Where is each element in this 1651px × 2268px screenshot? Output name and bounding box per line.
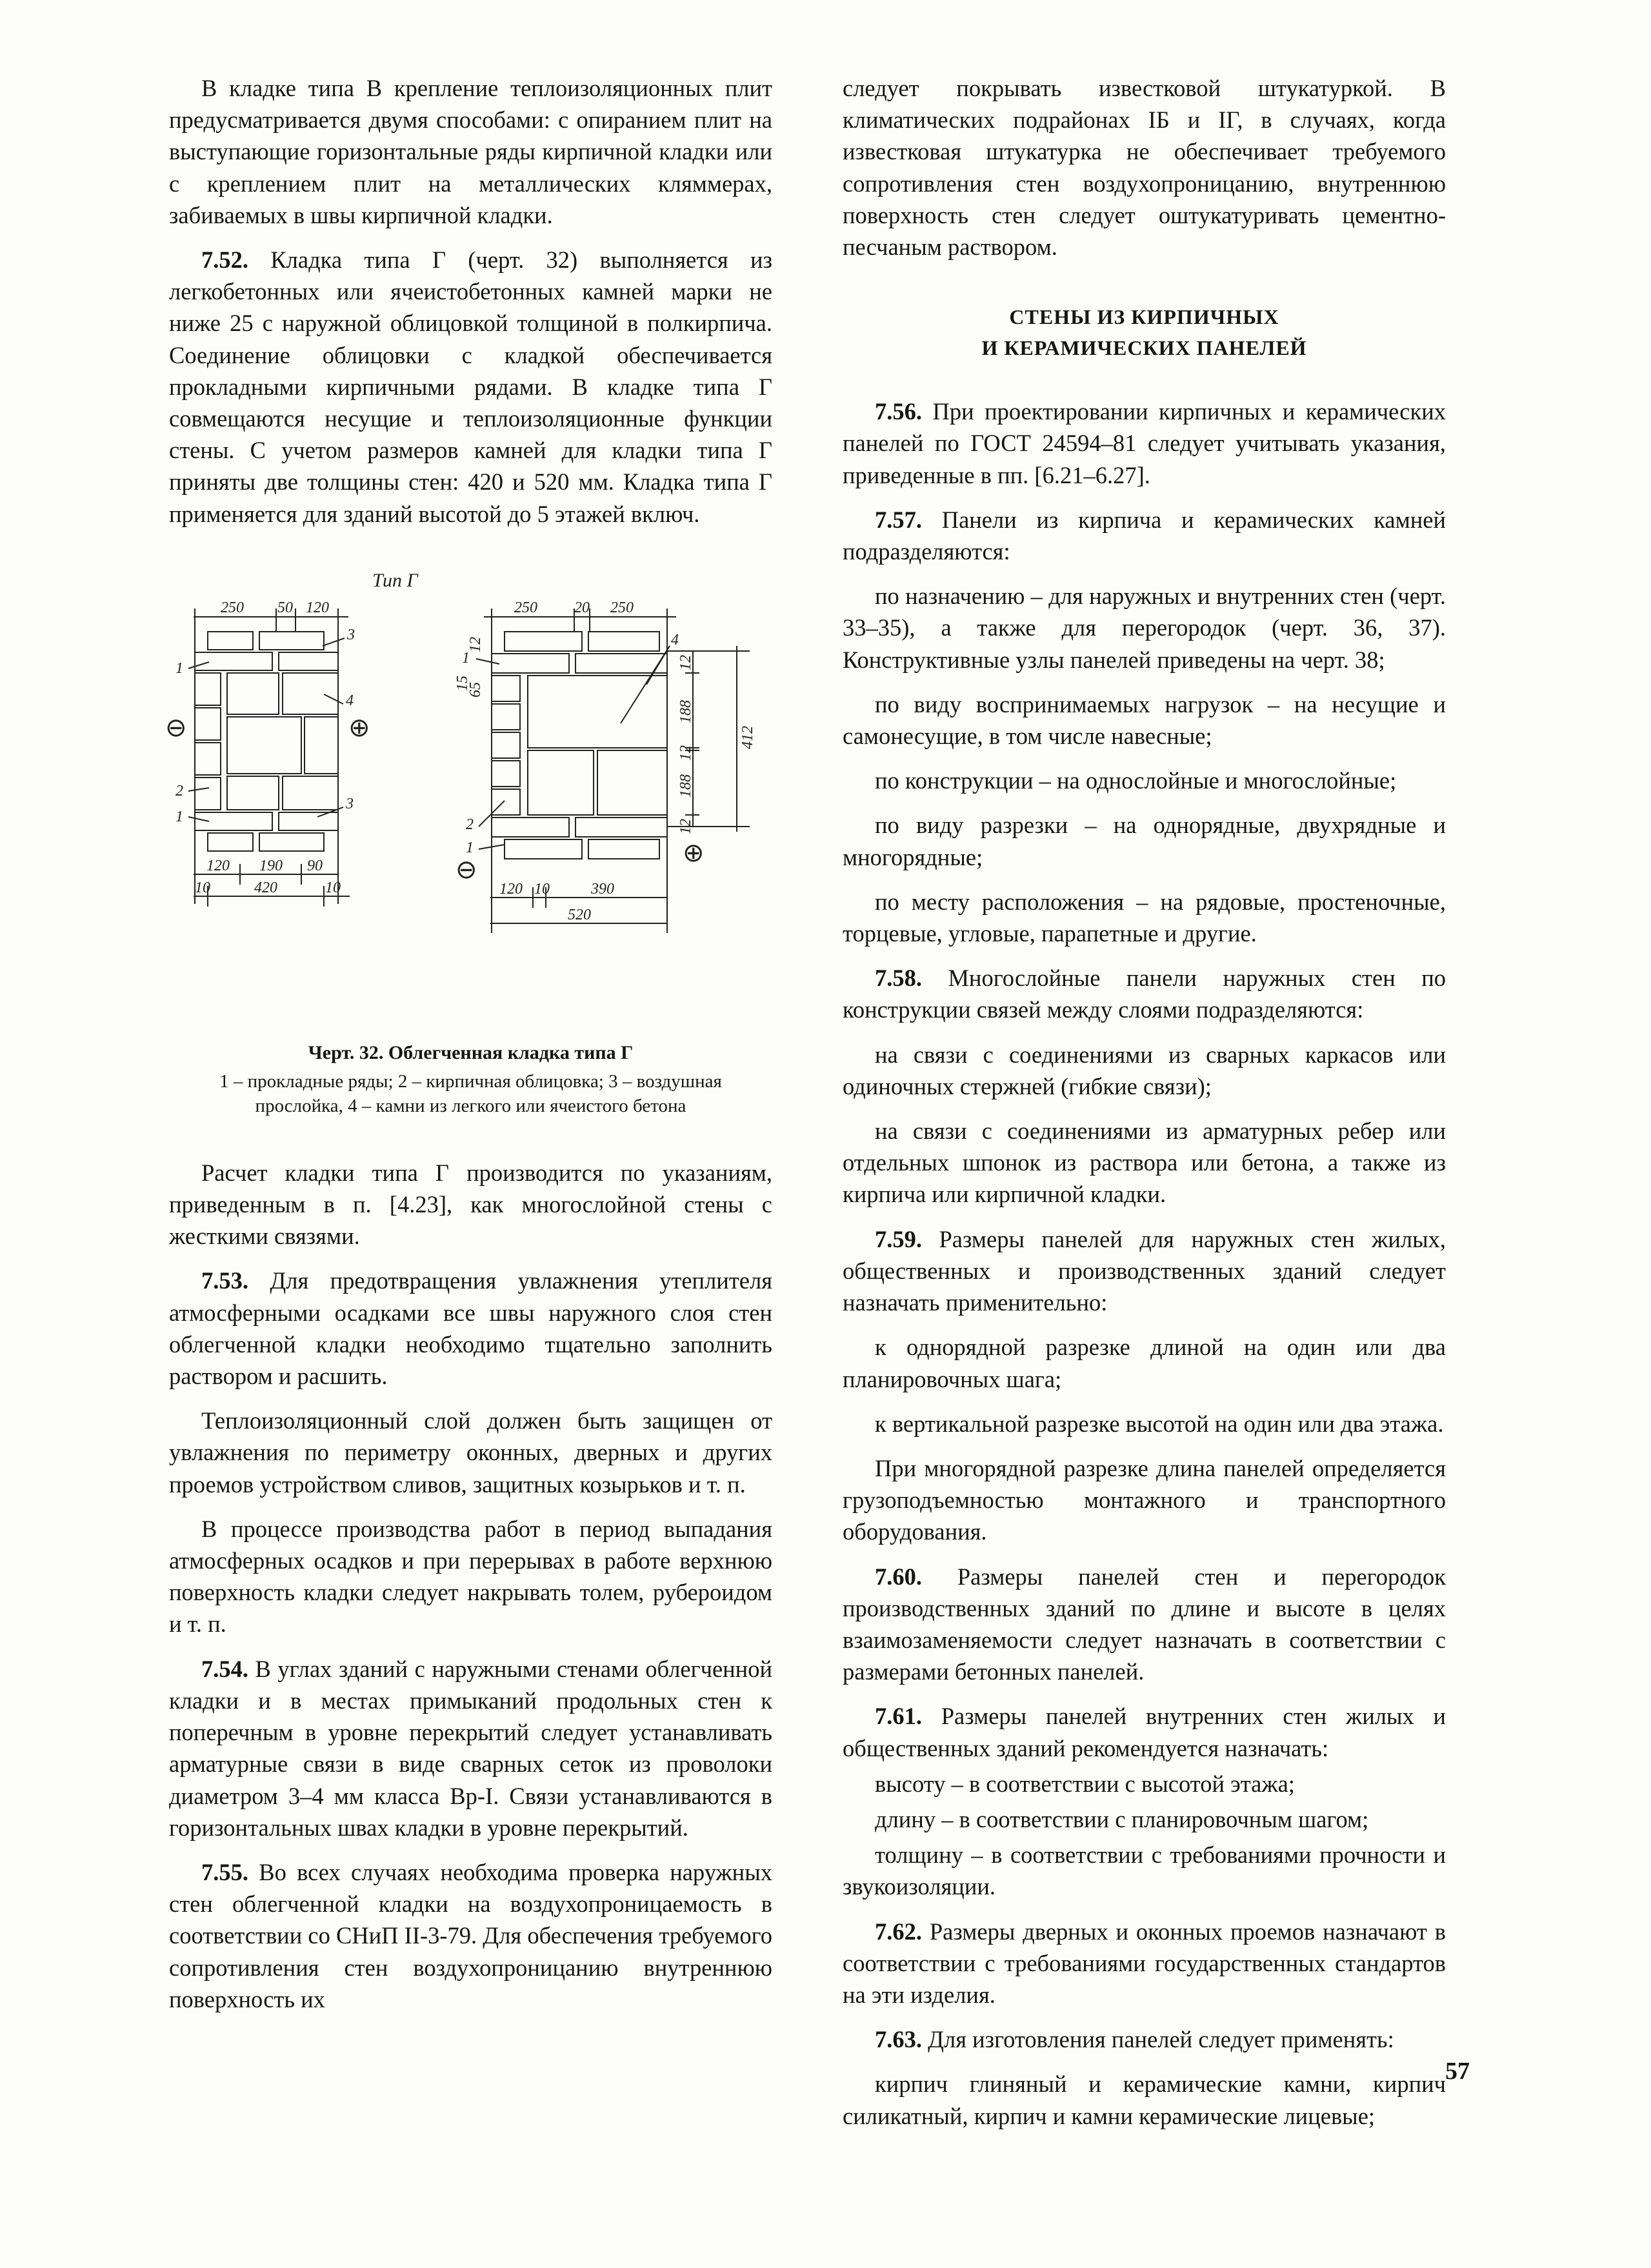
label-4: 4 <box>671 631 679 648</box>
list-item-location: по месту расположения – на рядовые, простеночные, торцевые, угловые, парапетные и другие. <box>843 888 1446 947</box>
list-item-purpose: по назначению – для наружных и внутренних стен (черт. 33–35), а также для перегородок (черт. 36, 37). Конструктивные узлы панелей приведены на черт. 38; <box>843 583 1446 673</box>
paragraph-number: 7.53. <box>201 1267 248 1294</box>
paragraph-text: Кладка типа Г (черт. 32) выполняется из легкобетонных или ячеистобетонных камней марки не ниже 25 с наружной облицовкой толщиной в полкирпича. Соединение облицовки с кладкой обеспечивается прокладными кирпичными рядами. В кладке типа Г совмещаются несущие и теплоизоляционные функции стены. С учетом размеров камней для кладки типа Г приняты две толщины стен: 420 и 520 мм. Кладка типа Г применяется для зданий высотой до 5 этажей включ. <box>169 246 772 527</box>
dim-top-1: 250 <box>221 599 244 616</box>
paragraph-text: Размеры панелей внутренних стен жилых и общественных зданий рекомендуется назначать: <box>843 1703 1446 1761</box>
label-2: 2 <box>175 782 183 799</box>
paragraph-7-60 <box>843 1561 1446 1688</box>
dim-top-3: 250 <box>610 599 634 616</box>
list-item-vertical: к вертикальной разрезке высотой на один или два этажа. <box>875 1410 1444 1437</box>
masonry-drawing <box>165 556 772 1014</box>
paragraph-continuation: следует покрывать известковой штукатуркой. В климатических подрайонах IБ и IГ, в случаях, когда известковая штукатурка не обеспечивает требуемого сопротивления стен воздухопроницанию, внутреннюю поверхность стен следует оштукатуривать цементно-песчаным раствором. <box>843 75 1446 261</box>
label-1-bottom: 1 <box>175 808 183 825</box>
dim-bottom-2: 190 <box>259 857 283 874</box>
paragraph-number: 7.62. <box>875 1918 922 1945</box>
label-3-bottom: 3 <box>346 795 354 812</box>
paragraph-7-58 <box>843 962 1446 1025</box>
paragraph-text: Размеры панелей стен и перегородок производственных зданий по длине и высоте в целях взаимозаменяемости следует назначать в соответствии с размерами бетонных панелей. <box>843 1563 1446 1685</box>
paragraph-text: Во всех случаях необходима проверка наружных стен облегченной кладки на воздухопроницаемость в соответствии со СНиП II-3-79. Для обеспечения требуемого сопротивления стен воздухопроницанию внутреннюю поверхность их <box>169 1858 772 2012</box>
side-dim-right-3: 12 <box>677 745 694 761</box>
side-dim-left-1: 15 <box>454 675 471 691</box>
paragraph-text: В углах зданий с наружными стенами облегченной кладки и в местах примыканий продольных стен к поперечным в уровне перекрытий следует устанавливать арматурные связи в виде сварных сеток из проволоки диаметром 3–4 мм класса Вр-I. Связи устанавливаются в горизонтальных швах кладки в уровне перекрытий. <box>169 1655 772 1841</box>
paragraph-7-56 <box>843 396 1446 491</box>
paragraph-number: 7.59. <box>875 1225 922 1252</box>
list-item-bricks: кирпич глиняный и керамические камни, кирпич силикатный, кирпич и камни керамические лицевые; <box>843 2071 1446 2129</box>
figure-32 <box>165 556 772 1014</box>
label-2: 2 <box>466 816 474 833</box>
label-1-top: 1 <box>462 649 470 667</box>
paragraph-text: Для изготовления панелей следует применять: <box>922 2026 1394 2053</box>
list-item-thickness: толщину – в соответствии с требованиями прочности и звукоизоляции. <box>843 1841 1446 1900</box>
paragraph-number: 7.57. <box>875 506 922 533</box>
heading-line-1: СТЕНЫ ИЗ КИРПИЧНЫХ <box>1009 305 1279 329</box>
paragraph-number: 7.60. <box>875 1563 922 1590</box>
side-dim-left-3: 12 <box>467 636 484 652</box>
minus-sign: ⊖ <box>165 712 187 742</box>
figure-caption-legend: 1 – прокладные ряды; 2 – кирпичная облицовка; 3 – воздушная прослойка, 4 – камни из легкого или ячеистого бетона <box>219 1070 722 1116</box>
paragraph-text: При проектировании кирпичных и керамических панелей по ГОСТ 24594–81 следует учитывать указания, приведенные в пп. [6.21–6.27]. <box>843 398 1446 488</box>
list-item-rigid-ties: на связи с соединениями из арматурных ребер или отдельных шпонок из раствора или бетона, а также из кирпича или кирпичной кладки. <box>843 1118 1446 1208</box>
paragraph-7-62 <box>843 1916 1446 2011</box>
dim-top-1: 250 <box>514 599 537 616</box>
dim-bottom-5: 420 <box>254 879 277 896</box>
list-item-length: длину – в соответствии с планировочным шагом; <box>875 1805 1369 1832</box>
paragraph-number: 7.56. <box>875 398 922 425</box>
dim-bottom-3: 390 <box>591 880 614 898</box>
paragraph-7-59 <box>843 1223 1446 1319</box>
dim-top-2: 20 <box>574 599 590 616</box>
height-dim: 412 <box>739 725 756 749</box>
dim-bottom-4: 520 <box>568 906 591 923</box>
section-heading <box>843 301 1446 363</box>
dim-top-2: 50 <box>277 599 293 616</box>
side-dim-right-5: 12 <box>677 818 694 834</box>
paragraph-number: 7.54. <box>201 1655 248 1682</box>
paragraph-text: Для предотвращения увлажнения утеплителя атмосферными осадками все швы наружного слоя стен облегченной кладки необходимо тщательно заполнить раствором и расшить. <box>169 1267 772 1390</box>
side-dim-left-2: 65 <box>467 681 484 697</box>
paragraph-text: Размеры дверных и оконных проемов назначают в соответствии с требованиями государственных стандартов на эти изделия. <box>843 1918 1446 2008</box>
left-column <box>165 72 772 2015</box>
paragraph-number: 7.63. <box>875 2026 922 2053</box>
heading-line-2: И КЕРАМИЧЕСКИХ ПАНЕЛЕЙ <box>981 336 1307 360</box>
paragraph-7-57 <box>843 504 1446 567</box>
paragraph-number: 7.55. <box>201 1858 248 1885</box>
dim-top-3: 120 <box>306 599 329 616</box>
dim-bottom-2: 10 <box>534 880 550 898</box>
paragraph-7-55 <box>169 1856 772 2015</box>
paragraph-protect: Теплоизоляционный слой должен быть защищен от увлажнения по периметру оконных, дверных и других проемов устройством сливов, защитных козырьков и т. п. <box>169 1407 772 1498</box>
page-number: 57 <box>1445 2058 1470 2085</box>
label-3-top: 3 <box>347 626 355 643</box>
paragraph-7-61 <box>843 1700 1446 1763</box>
paragraph-7-63 <box>843 2023 1446 2055</box>
paragraph-multirow: При многорядной разрезке длина панелей определяется грузоподъемностью монтажного и транспортного оборудования. <box>843 1454 1446 1545</box>
wall-section-520 <box>454 599 756 933</box>
list-item-cutting: по виду разрезки – на однорядные, двухрядные и многорядные; <box>843 812 1446 870</box>
label-1-bottom: 1 <box>466 839 474 856</box>
dim-bottom-6: 10 <box>325 879 341 896</box>
dim-bottom-1: 120 <box>206 857 230 874</box>
side-dim-right-4: 188 <box>677 774 694 798</box>
paragraph-type-v-fastening: В кладке типа В крепление теплоизоляционных плит предусматривается двумя способами: с опиранием плит на выступающие горизонтальные ряды кирпичной кладки или с креплением плит на металлических кляммерах, забиваемых в швы кирпичной кладки. <box>169 75 772 228</box>
label-1-top: 1 <box>175 659 183 677</box>
paragraph-7-52 <box>169 244 772 530</box>
paragraph-text: Панели из кирпича и керамических камней подразделяются: <box>843 506 1446 565</box>
right-column <box>843 72 1446 2132</box>
list-item-single-row: к однорядной разрезке длиной на один или два планировочных шага; <box>843 1334 1446 1392</box>
list-item-height: высоту – в соответствии с высотой этажа; <box>875 1770 1295 1797</box>
paragraph-7-54 <box>169 1653 772 1843</box>
paragraph-number: 7.52. <box>201 246 248 274</box>
list-item-loads: по виду воспринимаемых нагрузок – на несущие и самонесущие, в том числе навесные; <box>843 690 1446 750</box>
wall-section-420 <box>165 599 370 907</box>
plus-sign: ⊕ <box>348 712 370 742</box>
paragraph-number: 7.58. <box>875 965 922 992</box>
minus-sign: ⊖ <box>455 854 477 884</box>
dim-bottom-4: 10 <box>195 879 210 896</box>
paragraph-7-53 <box>169 1265 772 1392</box>
paragraph-process: В процессе производства работ в период выпадания атмосферных осадков и при перерывах в работе верхнюю поверхность кладки следует накрывать толем, рубероидом и т. п. <box>169 1515 772 1638</box>
type-label: Тип Г <box>372 569 418 591</box>
paragraph-text: Размеры панелей для наружных стен жилых, общественных и производственных зданий следует назначать применительно: <box>843 1225 1446 1316</box>
paragraph-calc: Расчет кладки типа Г производится по указаниям, приведенным в п. [4.23], как многослойной стены с жесткими связями. <box>169 1159 772 1250</box>
plus-sign: ⊕ <box>683 838 705 867</box>
label-4: 4 <box>346 692 354 709</box>
figure-caption-title: Черт. 32. Облегченная кладка типа Г <box>308 1041 634 1063</box>
side-dim-right-1: 12 <box>677 654 694 670</box>
paragraph-text: Многослойные панели наружных стен по конструкции связей между слоями подразделяются: <box>843 965 1446 1023</box>
list-item-construction: по конструкции – на однослойные и многослойные; <box>875 767 1397 794</box>
paragraph-number: 7.61. <box>875 1703 922 1730</box>
list-item-flexible-ties: на связи с соединениями из сварных каркасов или одиночных стержней (гибкие связи); <box>843 1041 1446 1099</box>
dim-bottom-1: 120 <box>499 880 523 898</box>
side-dim-right-2: 188 <box>677 699 694 723</box>
dim-bottom-3: 90 <box>307 857 323 874</box>
